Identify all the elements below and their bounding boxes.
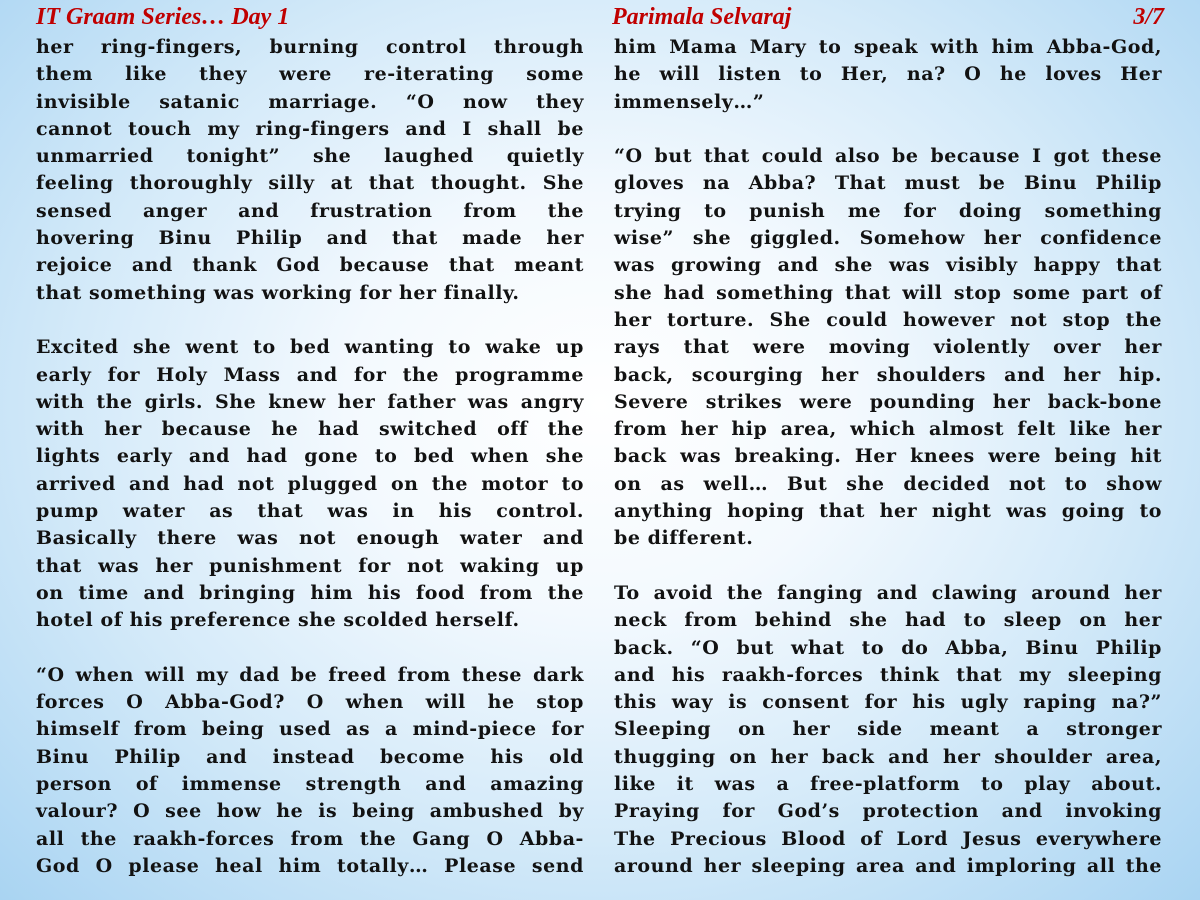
text-line: around her sleeping area and imploring all the: [614, 854, 1162, 877]
text-line: Binu Philip and instead become his old: [36, 745, 584, 768]
text-line: person of immense strength and amazing: [36, 773, 584, 796]
text-line: Sleeping on her side meant a stronger: [614, 718, 1162, 741]
paragraph-break: [36, 635, 584, 662]
text-line: early for Holy Mass and for the programme: [36, 363, 584, 386]
page-header: [0, 4, 1200, 34]
text-line: anything hoping that her night was going to: [614, 500, 1162, 523]
text-line: from her hip area, which almost felt like her: [614, 418, 1162, 441]
text-line: and his raakh-forces think that my sleeping: [614, 663, 1162, 686]
paragraph-break: [36, 307, 584, 334]
text-line: was growing and she was visibly happy that: [614, 254, 1162, 277]
text-line: on as well… But she decided not to show: [614, 472, 1162, 495]
text-line: like it was a free-platform to play about.: [614, 773, 1162, 796]
text-line: The Precious Blood of Lord Jesus everywhere: [614, 827, 1162, 850]
text-line: trying to punish me for doing something: [614, 199, 1162, 222]
text-line: pump water as that was in his control.: [36, 500, 584, 523]
series-title: IT Graam Series… Day 1: [36, 4, 290, 30]
text-line: cannot touch my ring-fingers and I shall be: [36, 117, 584, 140]
text-column-right: [614, 34, 1162, 880]
text-line: this way is consent for his ugly raping na?”: [614, 691, 1162, 714]
text-line: him Mama Mary to speak with him Abba-God,: [614, 36, 1162, 58]
text-line: her torture. She could however not stop the: [614, 308, 1162, 331]
text-line: gloves na Abba? That must be Binu Philip: [614, 172, 1162, 195]
text-line: invisible satanic marriage. “O now they: [36, 90, 584, 113]
text-line: valour? O see how he is being ambushed by: [36, 800, 584, 823]
text-line: arrived and had not plugged on the motor to: [36, 472, 584, 495]
text-line: back, scourging her shoulders and her hip.: [614, 363, 1162, 386]
text-line: be different.: [614, 527, 754, 550]
text-line: them like they were re-iterating some: [36, 63, 584, 86]
text-line: all the raakh-forces from the Gang O Abba-: [36, 827, 584, 850]
text-line: God O please heal him totally… Please send: [36, 854, 584, 877]
text-line: himself from being used as a mind-piece for: [36, 718, 584, 741]
text-line: Basically there was not enough water and: [36, 527, 584, 550]
author-name: Parimala Selvaraj: [612, 4, 792, 30]
text-line: Severe strikes were pounding her back-bone: [614, 390, 1162, 413]
text-line: Excited she went to bed wanting to wake up: [36, 336, 584, 359]
text-line: wise” she giggled. Somehow her confidence: [614, 227, 1162, 250]
text-line: lights early and had gone to bed when she: [36, 445, 584, 468]
text-line: unmarried tonight” she laughed quietly: [36, 145, 584, 168]
text-line: back. “O but what to do Abba, Binu Philip: [614, 636, 1162, 659]
text-line: thugging on her back and her shoulder area,: [614, 745, 1162, 768]
text-line: with the girls. She knew her father was angry: [36, 390, 584, 413]
text-line: rejoice and thank God because that meant: [36, 254, 584, 277]
text-line: “O when will my dad be freed from these dark: [36, 663, 584, 686]
text-line: “O but that could also be because I got these: [614, 145, 1162, 168]
text-line: feeling thoroughly silly at that thought. She: [36, 172, 584, 195]
paragraph-break: [614, 116, 1162, 143]
text-line: rays that were moving violently over her: [614, 336, 1162, 359]
text-column-left: [36, 34, 584, 880]
text-line: that something was working for her finally.: [36, 281, 520, 304]
text-line: on time and bringing him his food from the: [36, 581, 584, 604]
text-line: immensely…”: [614, 90, 765, 113]
text-line: To avoid the fanging and clawing around her: [614, 581, 1162, 604]
paragraph-break: [614, 553, 1162, 580]
text-line: hotel of his preference she scolded herself.: [36, 609, 520, 632]
text-line: he will listen to Her, na? O he loves Her: [614, 63, 1162, 86]
text-line: hovering Binu Philip and that made her: [36, 227, 584, 250]
text-line: neck from behind she had to sleep on her: [614, 609, 1162, 632]
text-line: her ring-fingers, burning control through: [36, 36, 584, 58]
text-line: sensed anger and frustration from the: [36, 199, 584, 222]
page-number: 3/7: [1133, 4, 1164, 30]
text-line: back was breaking. Her knees were being hit: [614, 445, 1162, 468]
text-line: that was her punishment for not waking up: [36, 554, 584, 577]
text-line: Praying for God’s protection and invoking: [614, 800, 1162, 823]
text-line: with her because he had switched off the: [36, 418, 584, 441]
text-line: she had something that will stop some part of: [614, 281, 1162, 304]
text-line: forces O Abba-God? O when will he stop: [36, 691, 584, 714]
